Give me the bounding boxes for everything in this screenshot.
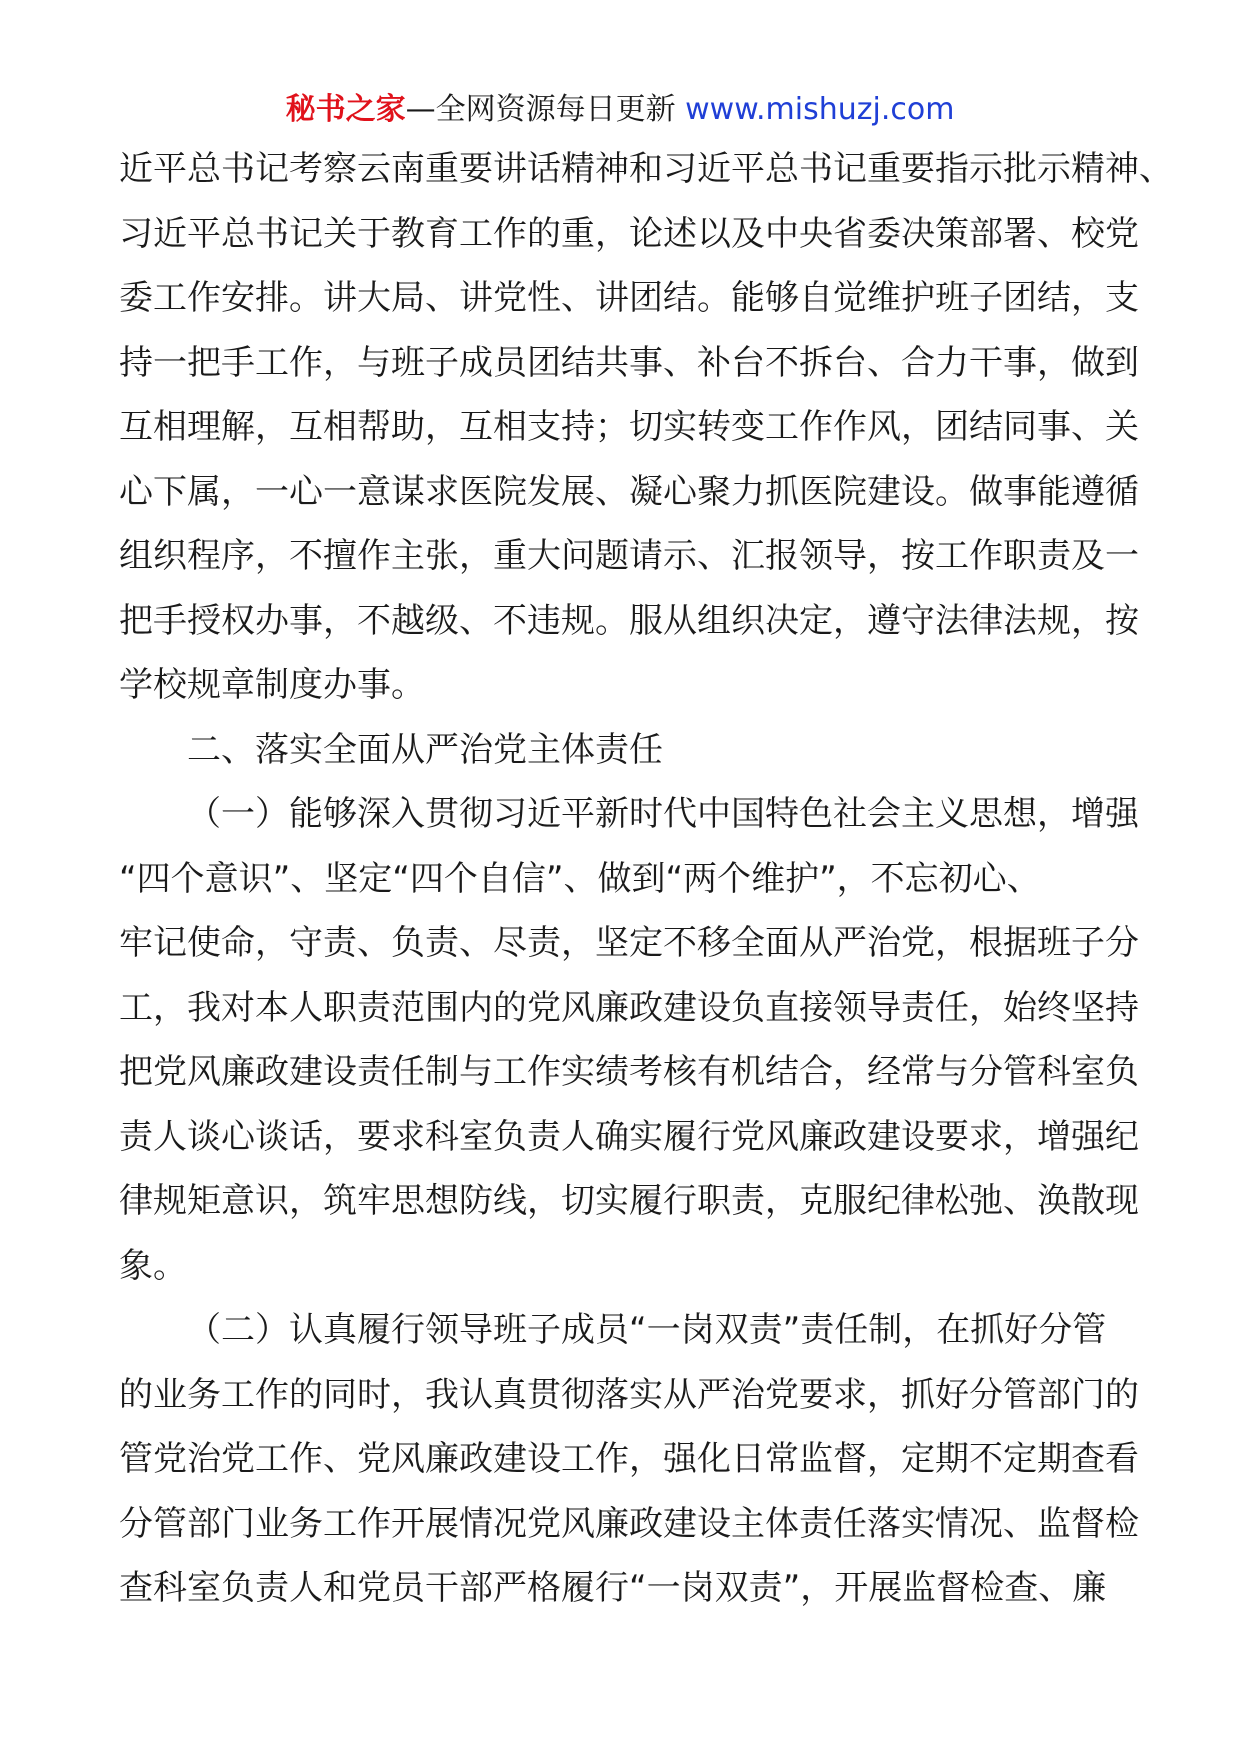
text-line: 持一把手工作，与班子成员团结共事、补台不拆台、合力干事，做到 — [119, 342, 1139, 383]
document-body — [119, 137, 1173, 1621]
text-line: （一）能够深入贯彻习近平新时代中国特色社会主义思想，增强 — [187, 794, 1139, 834]
text-line: 心下属，一心一意谋求医院发展、凝心聚力抓医院建设。做事能遵循 — [119, 471, 1139, 512]
site-brand: 秘书之家 — [285, 92, 406, 127]
text-line: 管党治党工作、党风廉政建设工作，强化日常监督，定期不定期查看 — [119, 1439, 1139, 1479]
site-tagline: —全网资源每日更新 — [405, 92, 676, 127]
text-line: 互相理解，互相帮助，互相支持；切实转变工作作风，团结同事、关 — [119, 407, 1139, 447]
text-line: 的业务工作的同时，我认真贯彻落实从严治党要求，抓好分管部门的 — [119, 1374, 1139, 1415]
text-line: 查科室负责人和党员干部严格履行“一岗双责”，开展监督检查、廉 — [119, 1568, 1107, 1608]
text-line: 工，我对本人职责范围内的党风廉政建设负直接领导责任，始终坚持 — [119, 987, 1139, 1028]
text-line: 近平总书记考察云南重要讲话精神和习近平总书记重要指示批示精神、 — [119, 149, 1173, 189]
text-line: 律规矩意识，筑牢思想防线，切实履行职责，克服纪律松弛、涣散现 — [119, 1181, 1139, 1221]
text-line: 二、落实全面从严治党主体责任 — [187, 729, 663, 770]
text-line: 把党风廉政建设责任制与工作实绩考核有机结合，经常与分管科室负 — [119, 1052, 1139, 1092]
page-header — [0, 88, 1240, 132]
text-line: 分管部门业务工作开展情况党风廉政建设主体责任落实情况、监督检 — [119, 1503, 1139, 1544]
text-line: 组织程序，不擅作主张，重大问题请示、汇报领导，按工作职责及一 — [119, 536, 1139, 576]
text-line: 牢记使命，守责、负责、尽责，坚定不移全面从严治党，根据班子分 — [119, 923, 1139, 963]
text-line: 象。 — [119, 1245, 187, 1286]
text-line: 学校规章制度办事。 — [119, 665, 425, 705]
site-url-link[interactable]: www.mishuzj.com — [685, 92, 955, 127]
text-line: “四个意识”、坚定“四个自信”、做到“两个维护”，不忘初心、 — [119, 858, 1041, 899]
text-line: （二）认真履行领导班子成员“一岗双责”责任制，在抓好分管 — [187, 1310, 1107, 1350]
text-line: 把手授权办事，不越级、不违规。服从组织决定，遵守法律法规，按 — [119, 600, 1139, 641]
text-line: 责人谈心谈话，要求科室负责人确实履行党风廉政建设要求，增强纪 — [119, 1116, 1139, 1157]
text-line: 委工作安排。讲大局、讲党性、讲团结。能够自觉维护班子团结，支 — [119, 278, 1139, 318]
text-line: 习近平总书记关于教育工作的重，论述以及中央省委决策部署、校党 — [119, 213, 1139, 254]
